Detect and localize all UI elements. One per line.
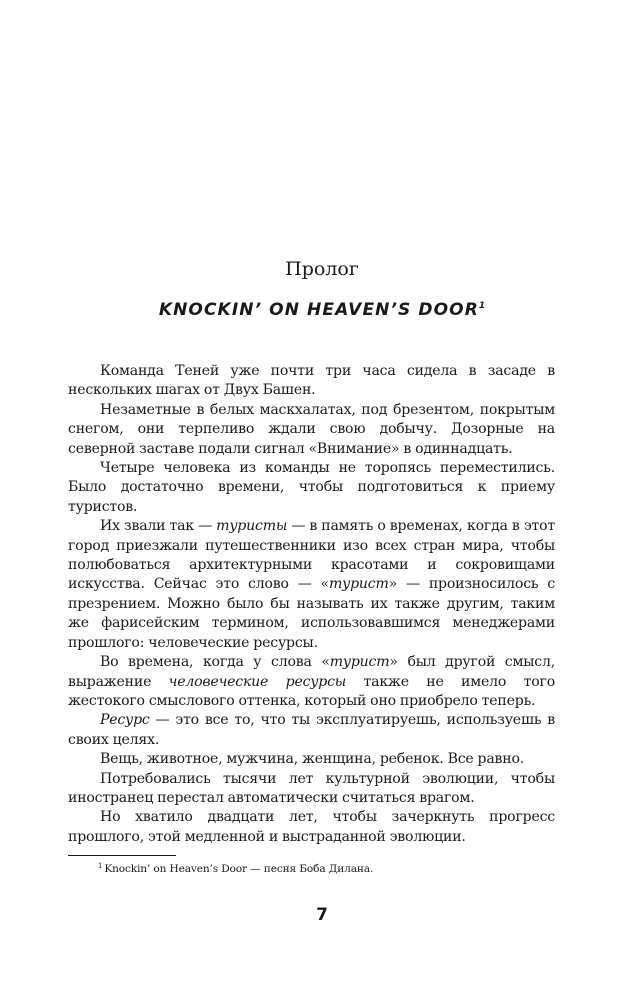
chapter-title [0,298,644,322]
text-run: Во времена, когда у слова « [100,654,330,671]
text-run: Команда Теней уже почти три часа сидела в засаде в нескольких шагах от Двух Башен. [68,363,555,399]
paragraph [68,362,555,401]
footnote-divider [68,855,176,856]
page-number: 7 [316,905,328,925]
footnote-reference[interactable]: 1 [478,301,486,311]
body-text [68,362,555,847]
text-run: » был другой смысл, выражение [68,654,555,690]
text-run: также не имело того жестокого смыслового оттенка, который оно приобрело теперь. [68,673,555,709]
emphasis-text: туристы [216,518,288,535]
paragraph [68,653,555,711]
text-run: Но хватило двадцати лет, чтобы зачеркнуть прогресс прошлого, этой медленной и выстраданной эволюции. [68,809,555,845]
paragraph [68,808,555,847]
paragraph [68,517,555,653]
paragraph [68,459,555,517]
footnote [98,862,558,876]
text-run: Четыре человека из команды не торопясь переместились. Было достаточно времени, чтобы подготовиться к приему туристов. [68,460,555,515]
chapter-heading: Пролог [285,258,359,280]
footnote-text: Knockin’ on Heaven’s Door — песня Боба Дилана. [104,863,374,875]
paragraph [68,711,555,750]
paragraph [68,401,555,459]
text-run: — в память о временах, когда в этот город приезжали путешественники изо всех стран мира, чтобы полюбоваться архитектурными красотами и сокровищами искусства. Сейчас это слово — « [68,518,555,593]
emphasis-text: турист [328,576,389,593]
text-run: — это все то, что ты эксплуатируешь, используешь в своих целях. [68,712,555,748]
text-run: Вещь, животное, мужчина, женщина, ребенок. Все равно. [100,751,525,768]
paragraph [68,770,555,809]
paragraph [68,750,555,769]
emphasis-text: турист [329,654,390,671]
emphasis-text: Ресурс [100,712,150,729]
text-run: Незаметные в белых маскхалатах, под брезентом, покрытым снегом, они терпеливо ждали свою добычу. Дозорные на северной заставе подали сигнал «Внимание» в одиннадцать. [68,401,555,457]
emphasis-text: человеческие ресурсы [168,673,347,690]
footnote-number: 1 [98,862,103,870]
chapter-title-text: KNOCKIN’ ON HEAVEN’S DOOR [158,300,479,320]
text-run: Их звали так — [100,518,217,535]
text-run: » — произносилось с презрением. Можно было бы называть их также другим, таким же фарисейским термином, использовавшимся менеджерами прошлого: человеческие ресурсы. [68,576,555,651]
text-run: Потребовались тысячи лет культурной эволюции, чтобы иностранец перестал автоматически считаться врагом. [68,770,555,806]
